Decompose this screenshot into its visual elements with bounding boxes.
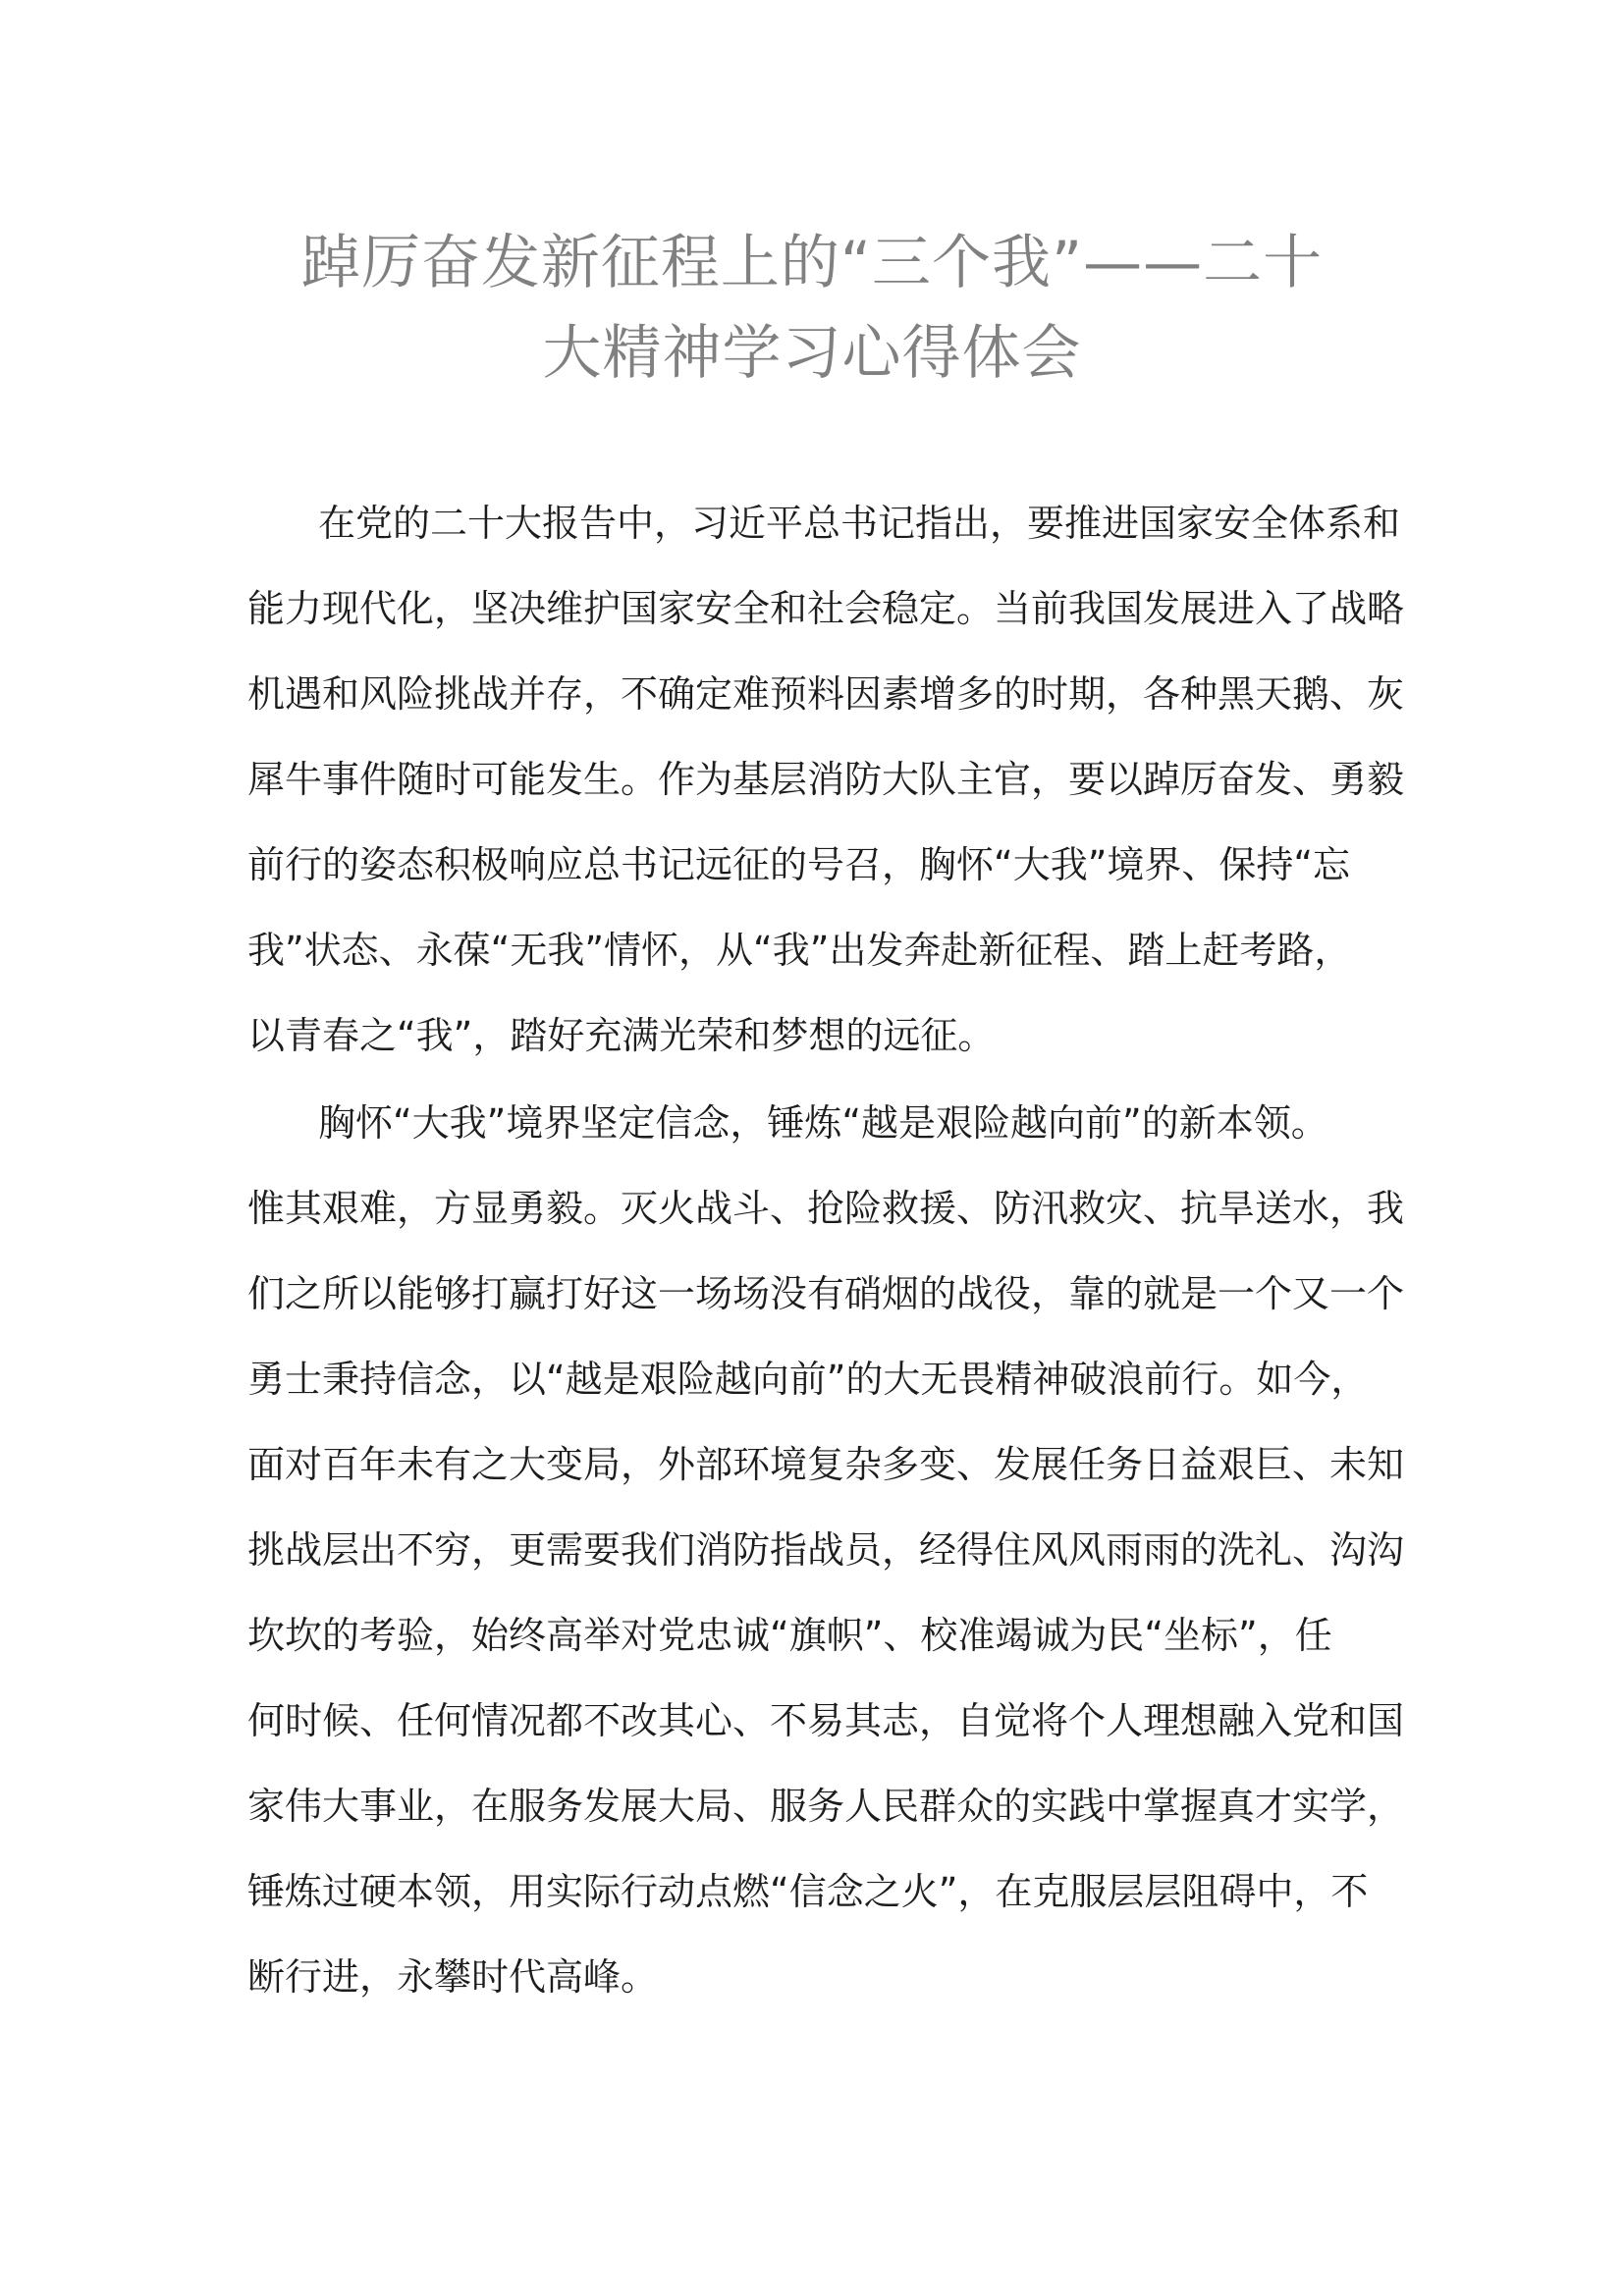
text-line: 惟其艰难，方显勇毅。灭火战斗、抢险救援、防汛救灾、抗旱送水，我: [247, 1187, 1405, 1230]
text-line: 锤炼过硬本领，用实际行动点燃“信念之火”，在克服层层阻碍中，不: [247, 1870, 1369, 1913]
text-line: 胸怀“大我”境界坚定信念，锤炼“越是艰险越向前”的新本领。: [318, 1101, 1328, 1145]
text-line: 勇士秉持信念，以“越是艰险越向前”的大无畏精神破浪前行。如今，: [247, 1358, 1369, 1401]
title-line: 大精神学习心得体会: [542, 319, 1082, 388]
text-line: 坎坎的考验，始终高举对党忠诚“旗帜”、校准竭诚为民“坐标”，任: [247, 1614, 1332, 1657]
text-line: 以青春之“我”，踏好充满光荣和梦想的远征。: [247, 1014, 996, 1057]
text-line: 机遇和风险挑战并存，不确定难预料因素增多的时期，各种黑天鹅、灰: [247, 672, 1405, 716]
title-line: 踔厉奋发新征程上的“三个我”——二十: [300, 229, 1324, 297]
text-line: 挑战层出不穷，更需要我们消防指战员，经得住风风雨雨的洗礼、沟沟: [247, 1528, 1405, 1572]
text-line: 何时候、任何情况都不改其心、不易其志，自觉将个人理想融入党和国: [247, 1699, 1405, 1742]
text-line: 前行的姿态积极响应总书记远征的号召，胸怀“大我”境界、保持“忘: [247, 843, 1351, 886]
document-body: [247, 481, 1405, 2022]
document-title: [216, 218, 1408, 399]
text-line: 能力现代化，坚决维护国家安全和社会稳定。当前我国发展进入了战略: [247, 587, 1405, 630]
text-line: 们之所以能够打赢打好这一场场没有硝烟的战役，靠的就是一个又一个: [247, 1272, 1405, 1315]
text-line: 家伟大事业，在服务发展大局、服务人民群众的实践中掌握真才实学，: [247, 1785, 1405, 1828]
paragraph-big-self: [247, 1081, 1405, 2020]
paragraph-intro: [247, 481, 1405, 1079]
text-line: 面对百年未有之大变局，外部环境复杂多变、发展任务日益艰巨、未知: [247, 1443, 1405, 1486]
text-line: 在党的二十大报告中，习近平总书记指出，要推进国家安全体系和: [318, 502, 1401, 545]
text-line: 犀牛事件随时可能发生。作为基层消防大队主官，要以踔厉奋发、勇毅: [247, 758, 1405, 801]
text-line: 断行进，永攀时代高峰。: [247, 1955, 659, 1999]
text-line: 我”状态、永葆“无我”情怀，从“我”出发奔赴新征程、踏上赶考路，: [247, 929, 1352, 972]
